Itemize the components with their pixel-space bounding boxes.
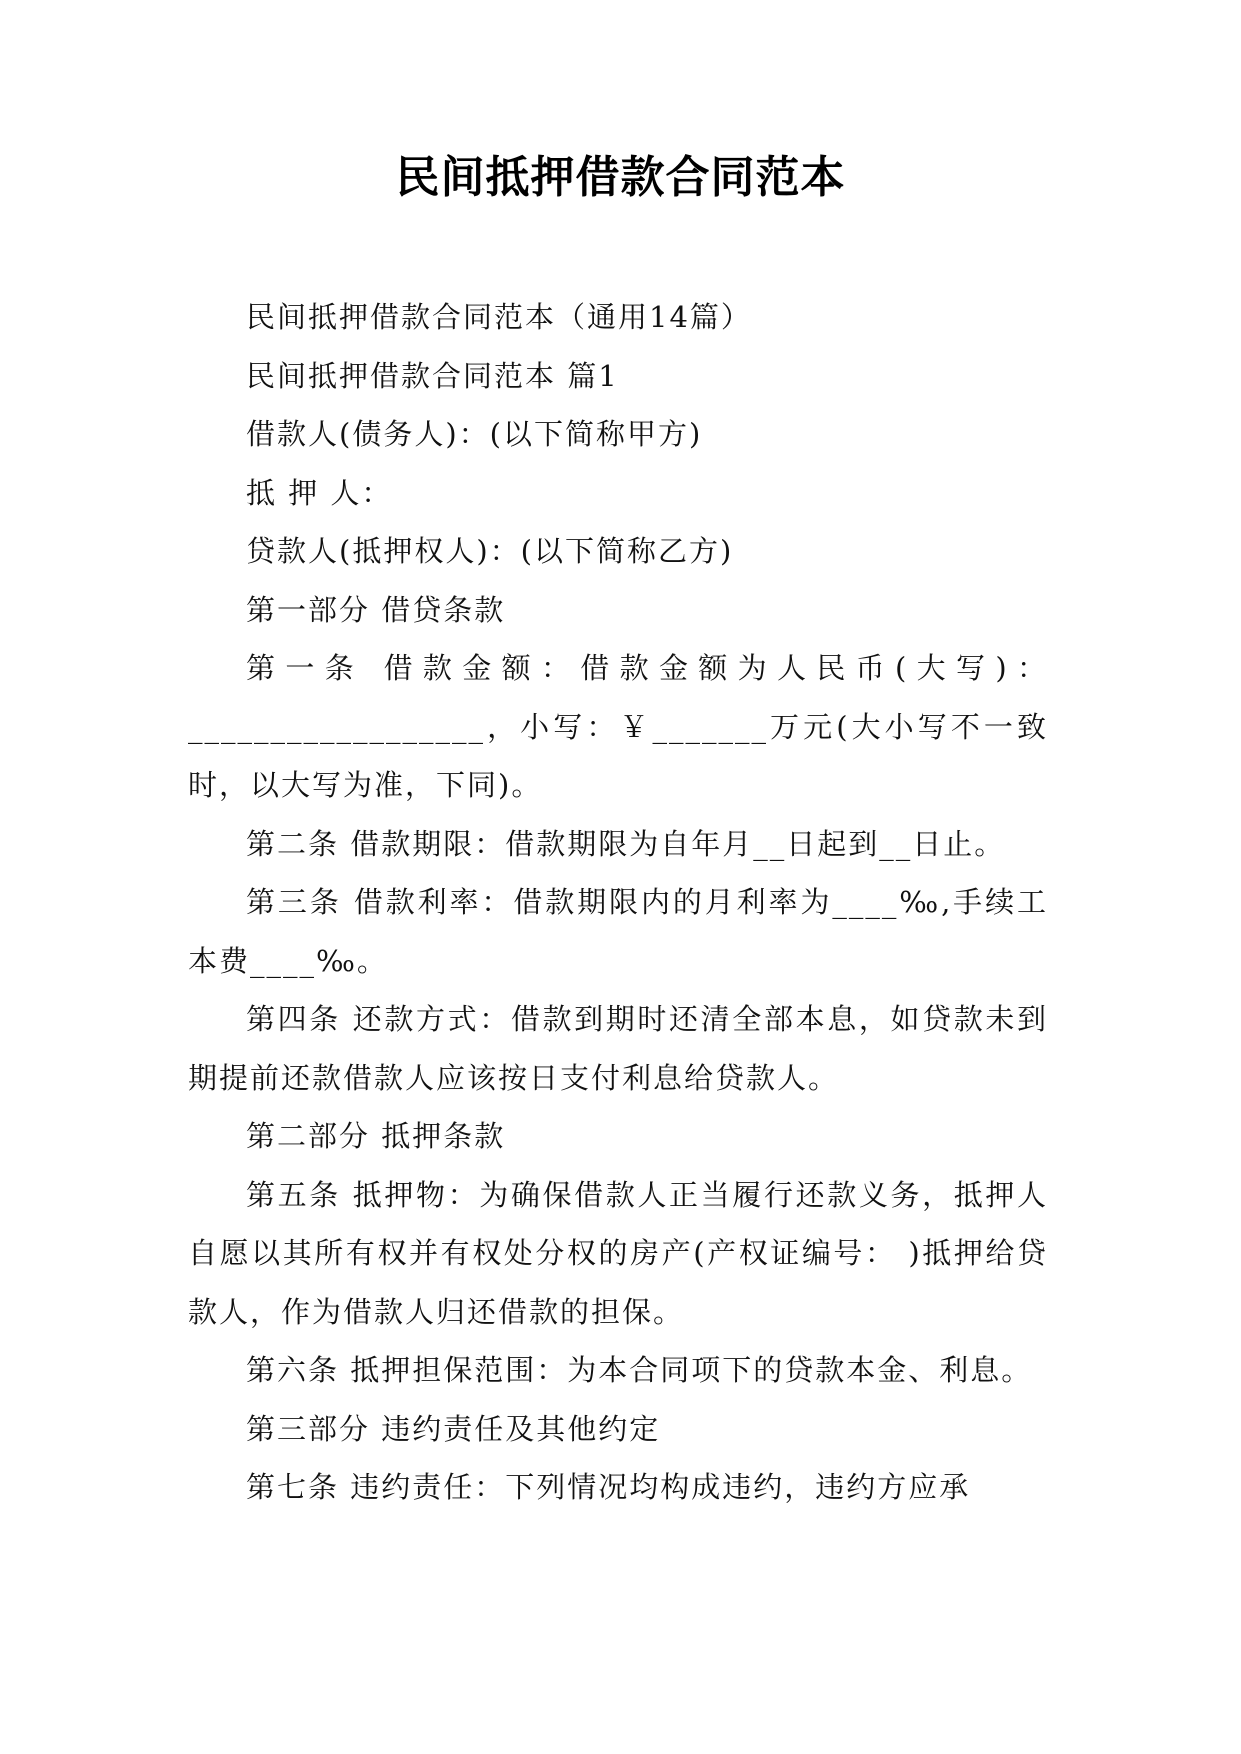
document-title: 民间抵押借款合同范本 — [395, 152, 846, 203]
paragraph-part-one: 第一部分 借贷条款 — [246, 592, 506, 627]
paragraph-article-5: 第五条 抵押物：为确保借款人正当履行还款义务，抵押人自愿以其所有权并有权处分权的房产(产权证编号： )抵押给贷款人，作为借款人归还借款的担保。 — [188, 1177, 1048, 1329]
paragraph-article-2: 第二条 借款期限：借款期限为自年月__日起到__日止。 — [246, 826, 1006, 861]
paragraph-section-title: 民间抵押借款合同范本 篇1 — [246, 358, 619, 393]
paragraph-article-7: 第七条 违约责任：下列情况均构成违约，违约方应承 — [246, 1470, 971, 1504]
document-body — [188, 288, 1048, 1517]
paragraph-article-1: 第一条 借款金额：借款金额为人民币(大写)：__________________，小写：￥_______万元(大小写不一致时，以大写为准，下同)。 — [188, 651, 1048, 802]
paragraph-article-3: 第三条 借款利率：借款期限内的月利率为____‰,手续工本费____‰。 — [188, 885, 1048, 978]
paragraph-heading: 民间抵押借款合同范本（通用14篇） — [246, 300, 752, 334]
paragraph-article-4: 第四条 还款方式：借款到期时还清全部本息，如贷款未到期提前还款借款人应该按日支付利息给贷款人。 — [188, 1002, 1048, 1095]
paragraph-lender: 贷款人(抵押权人)：(以下简称乙方) — [246, 534, 734, 568]
paragraph-borrower: 借款人(债务人)：(以下简称甲方) — [246, 417, 703, 451]
paragraph-part-two: 第二部分 抵押条款 — [246, 1119, 506, 1153]
paragraph-mortgagor: 抵 押 人： — [246, 475, 393, 510]
paragraph-part-three: 第三部分 违约责任及其他约定 — [246, 1411, 661, 1446]
paragraph-article-6: 第六条 抵押担保范围：为本合同项下的贷款本金、利息。 — [246, 1353, 1033, 1387]
